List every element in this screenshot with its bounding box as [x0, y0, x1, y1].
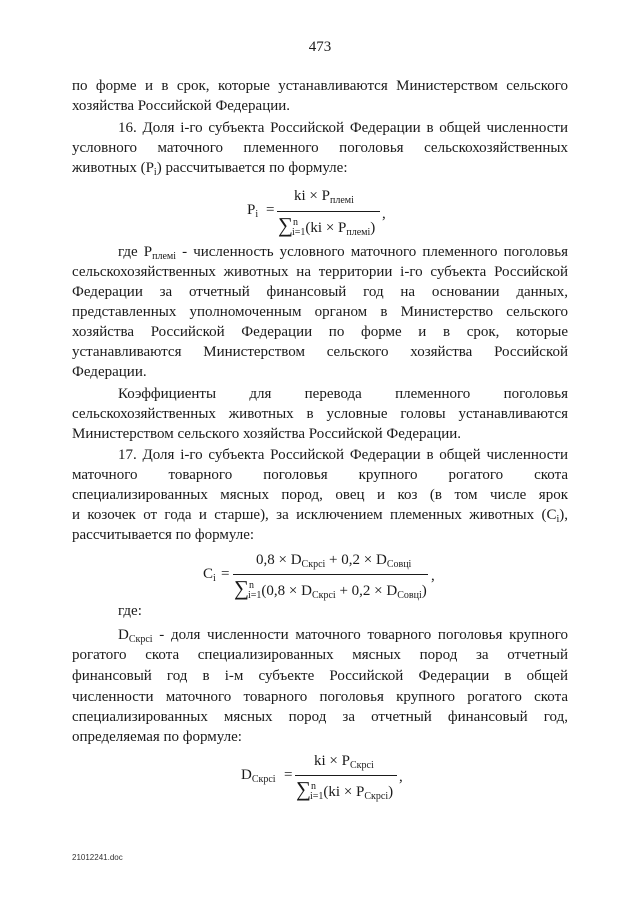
formula-d-krs: $D_{Скрсi}$ = ki × $P_{Скрсi}$ $\sum^n_{i=1}(ki \times P_{Скрсi})$ ,	[241, 753, 403, 802]
text-line: специализированных мясных пород, овец и коз (в том числе ярок	[72, 487, 568, 503]
paragraph-17-heading-line: 17. Доля i-го субъекта Российской Федерации в общей численности	[118, 447, 568, 463]
text-line: определяемая по формуле:	[72, 729, 242, 745]
paragraph-16-heading-line: 16. Доля i-го субъекта Российской Федерации в общей численности	[118, 120, 568, 136]
text-line: и козочек от года и старше), за исключением племенных животных $(C_i)$,	[72, 507, 568, 525]
text-line: устанавливаются Министерством сельского хозяйства Российской	[72, 344, 568, 360]
text-line: хозяйства Российской Федерации по форме и в срок, которые	[72, 324, 568, 340]
text-line: сельскохозяйственных животных в условные головы устанавливаются	[72, 406, 568, 422]
text-line: Федерации.	[72, 364, 147, 380]
text-line: где $P_{племi}$ - численность условного маточного племенного поголовья	[118, 244, 568, 262]
text-line: хозяйства Российской Федерации.	[72, 98, 291, 114]
text-line: Коэффициенты для перевода племенного поголовья	[118, 386, 568, 402]
page-number: 473	[308, 39, 332, 55]
text-line: специализированных мясных пород за отчетный финансовый год,	[72, 709, 568, 725]
where-label: где:	[118, 603, 142, 619]
text-line: представленных уполномоченным органом в Министерство сельского	[72, 304, 568, 320]
text-line: численности маточного товарного поголовья крупного рогатого скота	[72, 689, 568, 705]
text-line: сельскохозяйственных животных на территории i-го субъекта Российской	[72, 264, 568, 280]
text-line: $D_{Скрсi}$ - доля численности маточного товарного поголовья крупного	[118, 627, 568, 645]
text-line: финансовый год в i-м субъекте Российской Федерации в общей	[72, 668, 568, 684]
text-line: животных $(P_i)$ рассчитывается по формуле:	[72, 160, 348, 178]
text-line: рассчитывается по формуле:	[72, 527, 255, 543]
text-line: маточного товарного поголовья крупного рогатого скота	[72, 467, 568, 483]
text-line: по форме и в срок, которые устанавливаются Министерством сельского	[72, 78, 568, 94]
text-line: Министерством сельского хозяйства Российской Федерации.	[72, 426, 462, 442]
text-line: условного маточного племенного поголовья сельскохозяйственных	[72, 140, 568, 156]
text-line: рогатого скота специализированных мясных пород за отчетный	[72, 647, 568, 663]
text-line: Федерации за отчетный финансовый год на основании данных,	[72, 284, 568, 300]
formula-p-i: $P_i$ = ki × $P_{племi}$ $\sum^n_{i=1}(ki \times P_{племi})$ ,	[247, 188, 386, 238]
footer-filename: 21012241.doc	[72, 853, 123, 862]
formula-c-i: $C_i$ = $0,8 \times D_{Скрсi} + 0,2 \times D_{Совцi}$ $\sum^n_{i=1}(0,8 \times D_{Скрсi} + 0,2 \times D_{Совцi})$ ,	[203, 552, 435, 601]
